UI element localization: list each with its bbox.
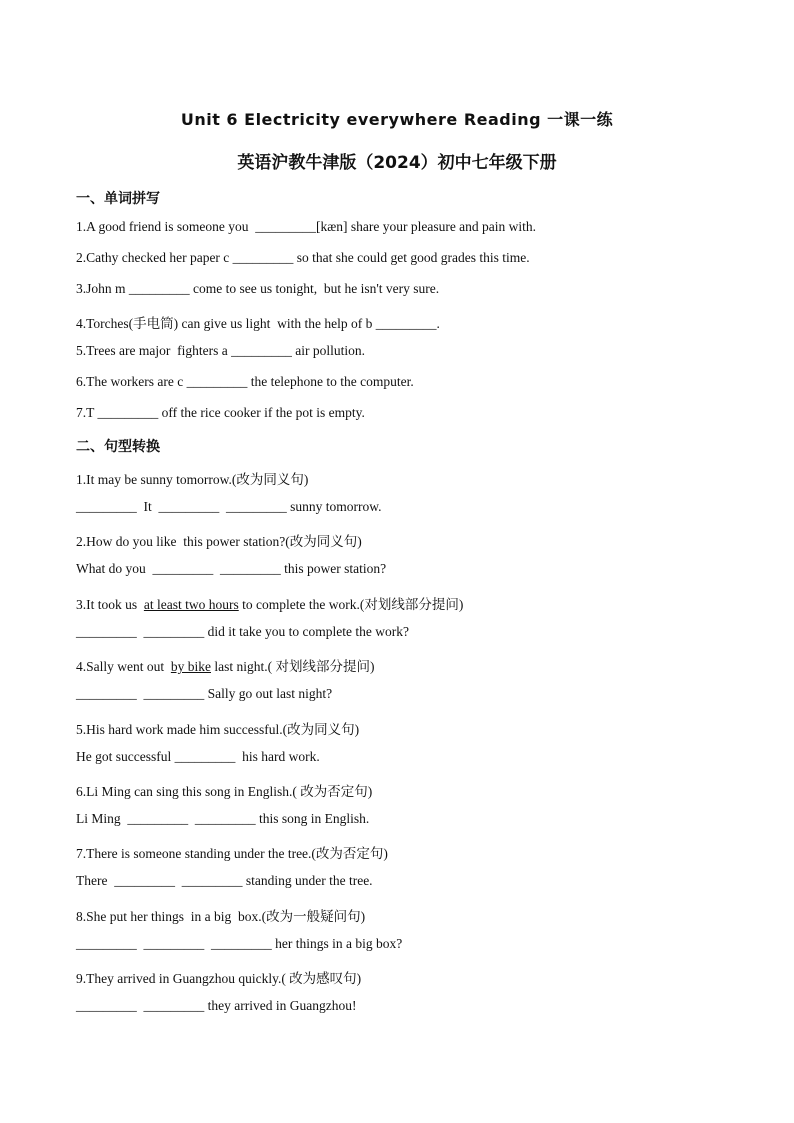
- transform-answer: There _________ _________ standing under the tree.: [76, 873, 373, 888]
- transform-answer: _________ _________ did it take you to complete the work?: [76, 624, 409, 639]
- underlined-phrase: by bike: [170, 659, 211, 674]
- transform-question: 9.They arrived in Guangzhou quickly.( 改为感叹句): [76, 971, 362, 986]
- transform-answer: What do you _________ _________ this power station?: [76, 561, 387, 576]
- underlined-phrase: at least two hours: [143, 597, 239, 612]
- transform-question: 6.Li Ming can sing this song in English.( 改为否定句): [76, 784, 373, 799]
- transform-question: 8.She put her things in a big box.(改为一般疑问句): [76, 909, 366, 924]
- spelling-item: 4.Torches(手电筒) can give us light with the help of b _________.: [76, 316, 440, 331]
- worksheet-subtitle: 英语沪教牛津版（2024）初中七年级下册: [237, 153, 557, 173]
- transform-answer: He got successful _________ his hard work.: [76, 749, 320, 764]
- transform-answer: _________ _________ Sally go out last night?: [76, 686, 333, 701]
- transform-answer: _________ It _________ _________ sunny tomorrow.: [76, 499, 382, 514]
- question-text: 3.It took us: [76, 597, 144, 612]
- question-text: 4.Sally went out: [76, 659, 171, 674]
- spelling-item: 2.Cathy checked her paper c _________ so that she could get good grades this time.: [76, 250, 530, 265]
- question-text: last night.( 对划线部分提问): [211, 659, 375, 674]
- spelling-item: 1.A good friend is someone you _________[kæn] share your pleasure and pain with.: [76, 219, 537, 234]
- transform-answer: _________ _________ _________ her things in a big box?: [76, 936, 403, 951]
- section-heading-spelling: 一、单词拼写: [76, 191, 160, 207]
- transform-answer: _________ _________ they arrived in Guangzhou!: [76, 998, 357, 1013]
- spelling-item: 3.John m _________ come to see us tonight, but he isn't very sure.: [76, 281, 440, 296]
- transform-question: 7.There is someone standing under the tree.(改为否定句): [76, 846, 388, 861]
- transform-answer: Li Ming _________ _________ this song in English.: [76, 811, 370, 826]
- worksheet-title: Unit 6 Electricity everywhere Reading 一课一练: [180, 110, 614, 129]
- transform-question: 2.How do you like this power station?(改为同义句): [76, 534, 362, 549]
- question-text: to complete the work.(对划线部分提问): [238, 597, 464, 612]
- spelling-item: 5.Trees are major fighters a _________ air pollution.: [76, 343, 365, 358]
- spelling-item: 6.The workers are c _________ the telephone to the computer.: [76, 374, 414, 389]
- section-heading-transform: 二、句型转换: [76, 439, 160, 455]
- transform-question: [76, 655, 375, 675]
- transform-question: 5.His hard work made him successful.(改为同义句): [76, 722, 360, 737]
- transform-question: [76, 593, 463, 613]
- spelling-item: 7.T _________ off the rice cooker if the pot is empty.: [76, 405, 365, 420]
- transform-question: 1.It may be sunny tomorrow.(改为同义句): [76, 472, 309, 487]
